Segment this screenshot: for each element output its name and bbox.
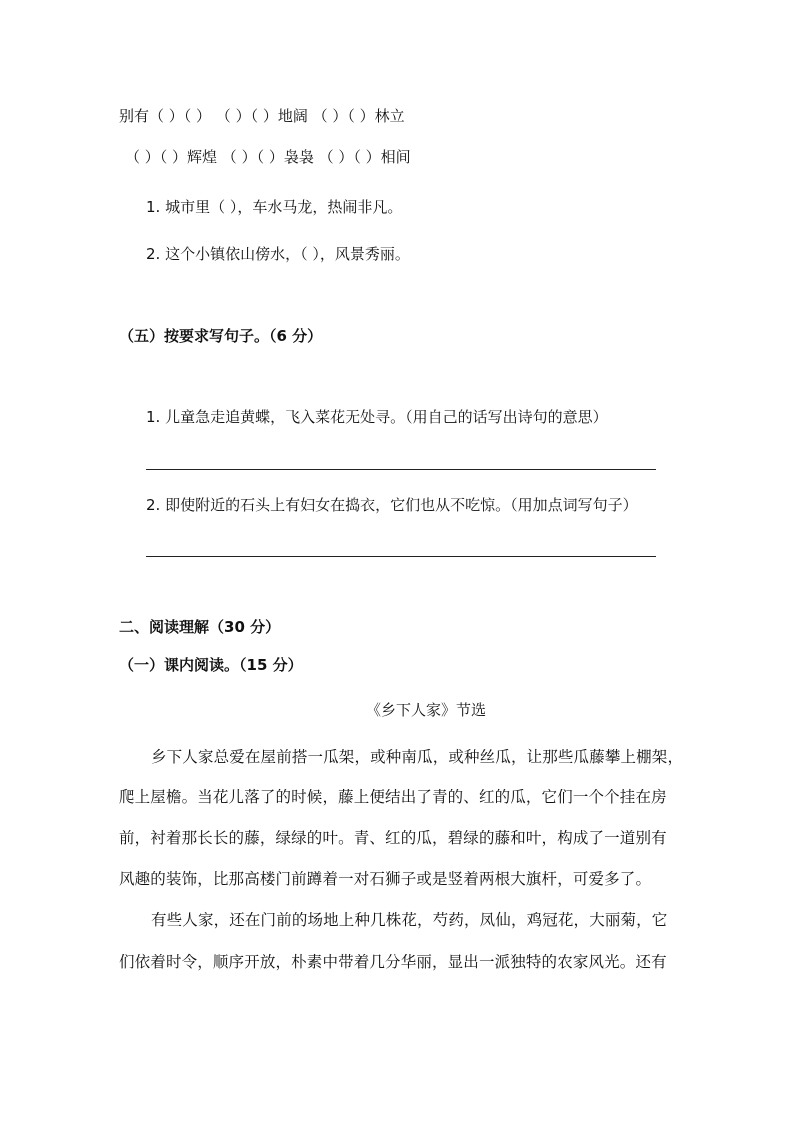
passage-line-2: 爬上屋檐。当花儿落了的时候，藤上便结出了青的、红的瓜，它们一个个挂在房 <box>119 788 667 806</box>
question-2: 2. 即使附近的石头上有妇女在捣衣，它们也从不吃惊。（用加点词写句子） <box>146 496 638 514</box>
reading-subsection-title: （一）课内阅读。（15 分） <box>119 656 303 674</box>
fill-row-2: （ ）（ ）辉煌 （ ）（ ）袅袅 （ ）（ ）相间 <box>125 148 411 166</box>
passage-line-3: 前，衬着那长长的藤，绿绿的叶。青、红的瓜，碧绿的藤和叶，构成了一道别有 <box>119 829 667 847</box>
section-two-title: 二、阅读理解（30 分） <box>119 618 281 636</box>
answer-line-2[interactable] <box>146 556 656 557</box>
passage-line-5: 有些人家，还在门前的场地上种几株花，芍药，凤仙，鸡冠花，大丽菊，它 <box>151 911 668 929</box>
passage-line-4: 风趣的装饰，比那高楼门前蹲着一对石狮子或是竖着两根大旗杆，可爱多了。 <box>119 870 652 888</box>
answer-line-1[interactable] <box>146 469 656 470</box>
fill-sentence-2: 2. 这个小镇依山傍水，（ ），风景秀丽。 <box>146 245 410 263</box>
fill-sentence-1: 1. 城市里（ ），车水马龙，热闹非凡。 <box>146 198 403 216</box>
question-1: 1. 儿童急走追黄蝶，飞入菜花无处寻。（用自己的话写出诗句的意思） <box>146 408 608 426</box>
passage-title: 《乡下人家》节选 <box>366 701 487 719</box>
fill-row-1: 别有（ ）（ ） （ ）（ ）地阔 （ ）（ ）林立 <box>119 107 405 125</box>
passage-line-6: 们依着时令，顺序开放，朴素中带着几分华丽，显出一派独特的农家风光。还有 <box>119 953 667 971</box>
passage-line-1: 乡下人家总爱在屋前搭一瓜架，或种南瓜，或种丝瓜，让那些瓜藤攀上棚架， <box>151 748 684 766</box>
section-five-title: （五）按要求写句子。（6 分） <box>119 327 323 345</box>
